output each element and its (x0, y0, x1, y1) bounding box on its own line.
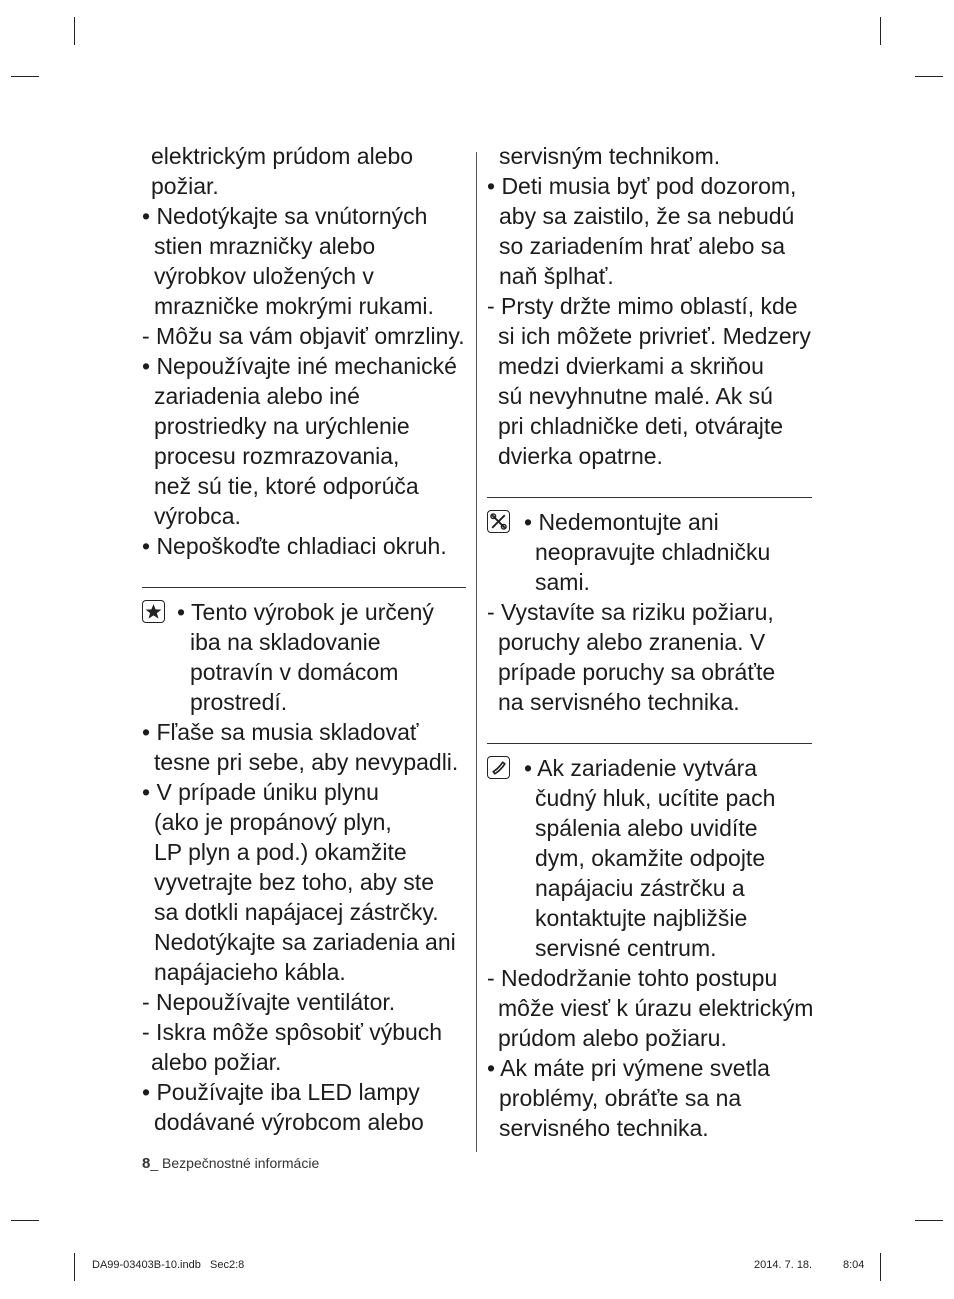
text-line: zariadenia alebo iné (154, 383, 360, 409)
text-line: LP plyn a pod.) okamžite (154, 839, 407, 865)
text-line: Nedotýkajte sa zariadenia ani (154, 929, 456, 955)
text-line: dym, okamžite odpojte (535, 845, 766, 871)
text-line: prípade poruchy sa obráťte (498, 659, 776, 685)
text-line: sú nevyhnutne malé. Ak sú (498, 383, 773, 409)
bullet-item: • Nepoškoďte chladiaci okruh. (142, 533, 447, 559)
text-line: sami. (535, 569, 590, 595)
bullet-item: • Nedemontujte ani (524, 509, 719, 535)
phone-contact-icon (487, 756, 510, 779)
text-line: vyvetrajte bez toho, aby ste (154, 869, 434, 895)
dash-item: - Iskra môže spôsobiť výbuch (142, 1019, 443, 1045)
text-line: prúdom alebo požiaru. (498, 1025, 727, 1051)
text-line: sa dotkli napájacej zástrčky. (154, 899, 439, 925)
text-line: medzi dvierkami a skriňou (498, 353, 764, 379)
text-line: alebo požiar. (151, 1049, 282, 1075)
crop-mark (880, 17, 881, 45)
text-line: čudný hluk, ucítite pach (535, 785, 776, 811)
bullet-item: • V prípade úniku plynu (142, 779, 379, 805)
right-block-3 (487, 753, 817, 1143)
text-line: stien mrazničky alebo (154, 233, 376, 259)
left-column (142, 141, 472, 1137)
no-disassembly-icon (487, 510, 510, 533)
text-line: elektrickým prúdom alebo (151, 143, 414, 169)
text-line: neopravujte chladničku (535, 539, 771, 565)
left-block-2 (142, 597, 472, 1137)
text-line: spálenia alebo uvidíte (535, 815, 758, 841)
crop-mark (74, 17, 75, 45)
star-note-icon (142, 600, 165, 623)
text-line: môže viesť k úrazu elektrickým (498, 995, 814, 1021)
dash-item: - Prsty držte mimo oblastí, kde (487, 293, 798, 319)
bullet-item: • Používajte iba LED lampy (142, 1079, 420, 1105)
bullet-item: • Ak máte pri výmene svetla (487, 1055, 770, 1081)
text-line: aby sa zaistilo, že sa nebudú (499, 203, 795, 229)
page-footer (142, 1155, 319, 1172)
text-line: poruchy alebo zranenia. V (498, 629, 766, 655)
right-column (487, 141, 817, 1143)
dash-item: - Vystavíte sa riziku požiaru, (487, 599, 774, 625)
text-line: si ich môžete privrieť. Medzery (498, 323, 811, 349)
text-line: problémy, obráťte sa na (499, 1085, 742, 1111)
text-line: servisným technikom. (499, 143, 721, 169)
text-line: pri chladničke deti, otvárajte (498, 413, 784, 439)
text-line: (ako je propánový plyn, (154, 809, 392, 835)
print-slug-time: 8:04 (843, 1259, 865, 1271)
text-line: procesu rozmrazovania, (154, 443, 400, 469)
bullet-item: • Tento výrobok je určený (177, 599, 434, 625)
text-line: napájaciu zástrčku a (535, 875, 745, 901)
print-slug-file: DA99-03403B-10.indb Sec2:8 (92, 1259, 245, 1271)
text-line: na servisného technika. (498, 689, 740, 715)
footer-section-title: Bezpečnostné informácie (162, 1155, 320, 1171)
text-line: dodávané výrobcom alebo (154, 1109, 424, 1135)
text-line: iba na skladovanie (190, 629, 381, 655)
right-block-2 (487, 507, 817, 717)
text-line: dvierka opatrne. (498, 443, 663, 469)
crop-mark (11, 1220, 39, 1221)
text-line: tesne pri sebe, aby nevypadli. (154, 749, 459, 775)
dash-item: - Môžu sa vám objaviť omrzliny. (142, 323, 465, 349)
text-line: mrazničke mokrými rukami. (154, 293, 434, 319)
crop-mark (915, 76, 943, 77)
text-line: výrobkov uložených v (154, 263, 374, 289)
print-slug-date: 2014. 7. 18. (754, 1259, 813, 1271)
text-line: servisného technika. (499, 1115, 709, 1141)
text-line: so zariadením hrať alebo sa (499, 233, 786, 259)
text-line: požiar. (151, 173, 219, 199)
text-line: napájacieho kábla. (154, 959, 346, 985)
bullet-item: • Fľaše sa musia skladovať (142, 719, 419, 745)
bullet-item: • Ak zariadenie vytvára (524, 755, 758, 781)
right-block-1 (487, 141, 817, 471)
bullet-item: • Nedotýkajte sa vnútorných (142, 203, 428, 229)
text-line: než sú tie, ktoré odporúča (154, 473, 419, 499)
column-divider (476, 152, 477, 1152)
dash-item: - Nepoužívajte ventilátor. (142, 989, 396, 1015)
text-line: potravín v domácom (190, 659, 399, 685)
crop-mark (74, 1253, 75, 1281)
bullet-item: • Nepoužívajte iné mechanické (142, 353, 457, 379)
page-number: 8 (142, 1155, 151, 1172)
crop-mark (880, 1253, 881, 1281)
bullet-item: • Deti musia byť pod dozorom, (487, 173, 797, 199)
dash-item: - Nedodržanie tohto postupu (487, 965, 778, 991)
text-line: výrobca. (154, 503, 241, 529)
text-line: naň šplhať. (499, 263, 614, 289)
text-line: kontaktujte najbližšie (535, 905, 748, 931)
text-line: prostredí. (190, 689, 288, 715)
crop-mark (915, 1220, 943, 1221)
crop-mark (11, 76, 39, 77)
footer-separator: _ (150, 1155, 159, 1171)
text-line: servisné centrum. (535, 935, 717, 961)
left-block-1 (142, 141, 472, 561)
text-line: prostriedky na urýchlenie (154, 413, 410, 439)
